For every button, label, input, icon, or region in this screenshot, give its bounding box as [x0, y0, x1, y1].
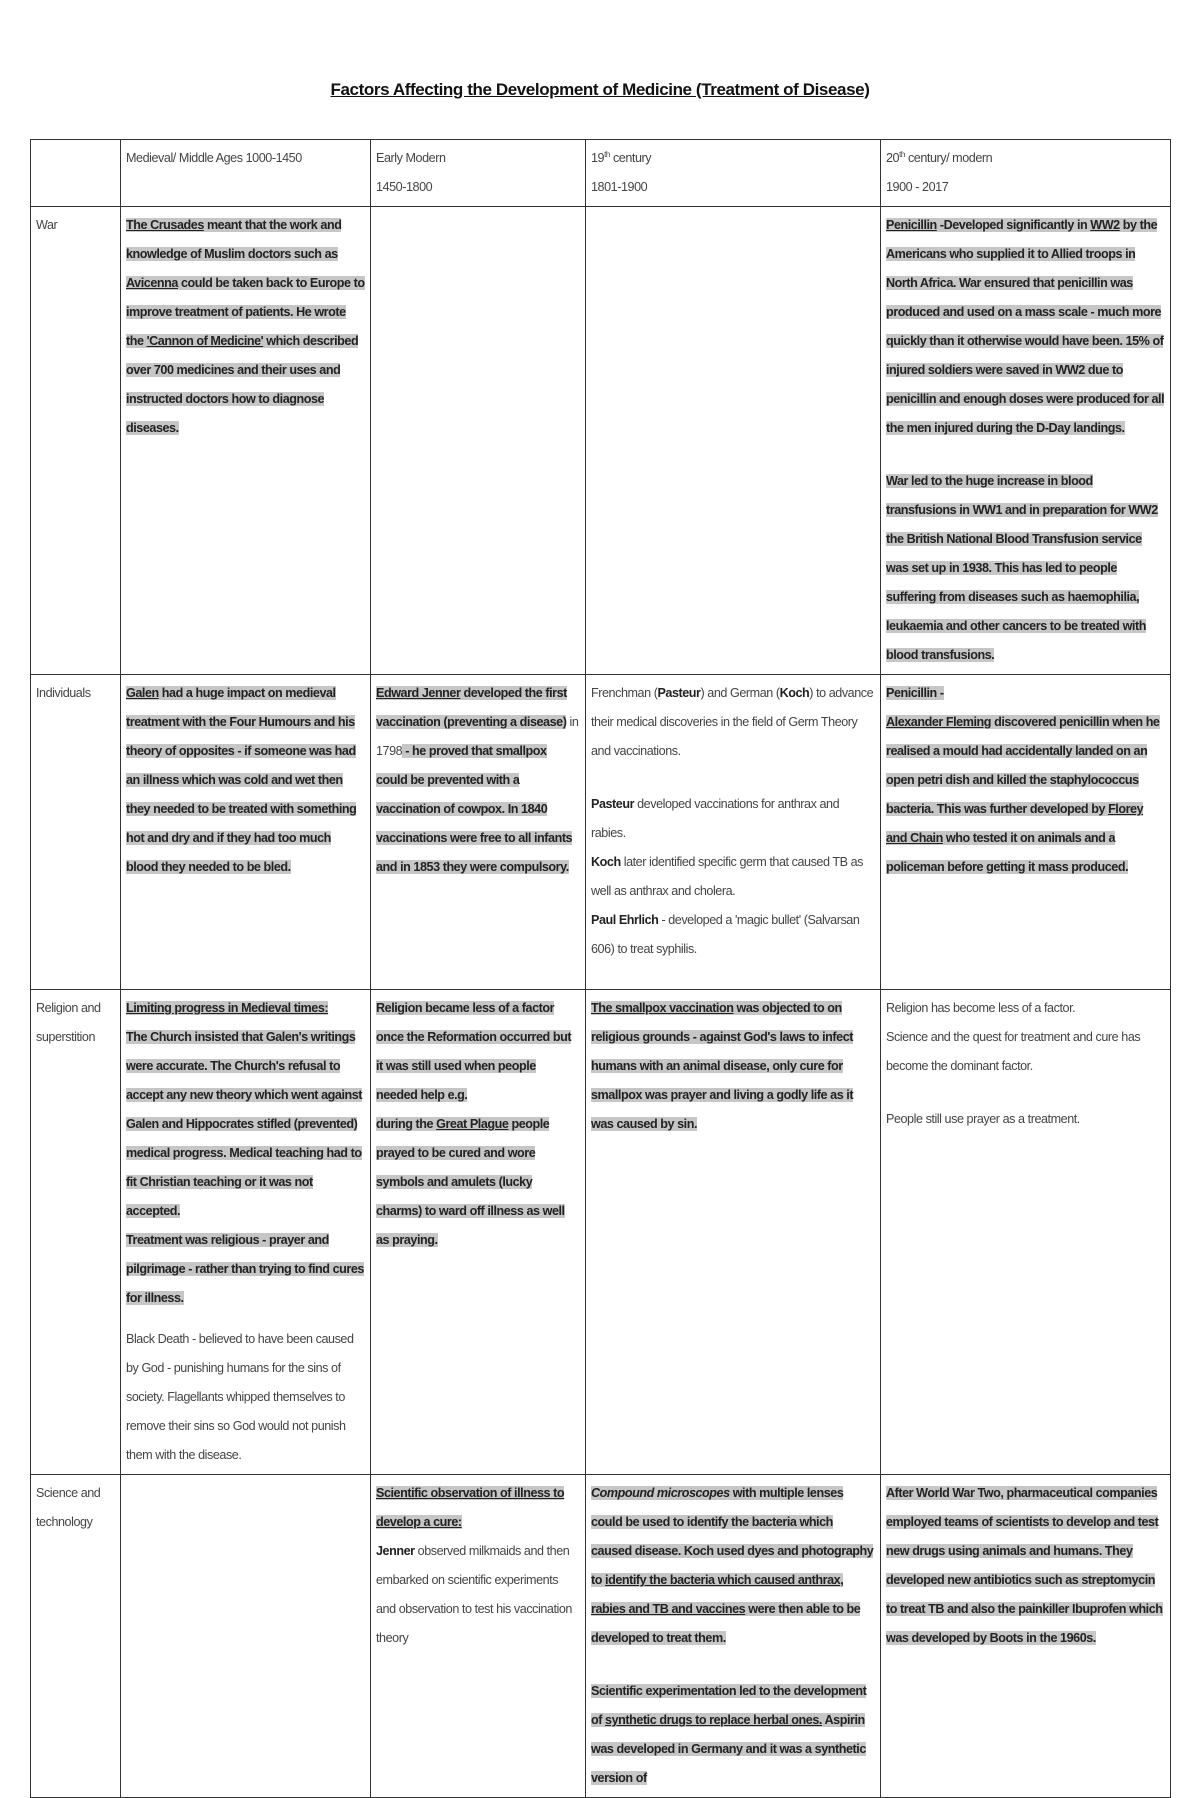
- edward-jenner-text: Edward Jenner: [376, 686, 461, 700]
- koch-text: Koch: [779, 686, 810, 700]
- pasteur-text: Pasteur: [657, 686, 701, 700]
- cell-science-medieval: [121, 1475, 371, 1798]
- penicillin-text: Penicillin: [886, 218, 937, 232]
- galen-text: Galen: [126, 686, 159, 700]
- science-early-t3: observed milkmaids and then embarked on scientific experiments and observation to test his vaccination theory: [376, 1544, 572, 1645]
- header-row: [31, 140, 1171, 207]
- header-20th-sup: th: [899, 149, 905, 159]
- war-modern-text-1b: -Developed significantly in: [936, 218, 1091, 232]
- cell-religion-early-modern: [371, 990, 586, 1475]
- religion-medieval-t2: The Church insisted that Galen's writings were accurate. The Church's refusal to accept any new theory which went against Galen and Hippocrates stifled (prevented) medical progress. Medical teaching had to fit Christian teaching or it was not accepted.: [126, 1030, 363, 1218]
- cell-individuals-early-modern: [371, 675, 586, 990]
- cell-individuals-modern: [881, 675, 1171, 990]
- row-religion: [31, 990, 1171, 1475]
- compound-microscopes-text: Compound microscopes: [591, 1486, 730, 1500]
- individuals-modern-t5: who tested it on animals and a policeman before getting it mass produced.: [886, 831, 1129, 874]
- individuals-19th-b4: later identified specific germ that caused TB as well as anthrax and cholera.: [591, 855, 864, 898]
- header-early-modern-years: 1450-1800: [376, 180, 433, 194]
- crusades-text: The Crusades: [126, 218, 204, 232]
- pasteur-label: Pasteur: [591, 797, 635, 811]
- header-medieval: [121, 140, 371, 207]
- koch-label: Koch: [591, 855, 621, 869]
- religion-medieval-t3: Treatment was religious - prayer and pilgrimage - rather than trying to find cures for illness.: [126, 1233, 364, 1305]
- row-label-war-text: War: [36, 218, 58, 232]
- smallpox-vaccination-text: The smallpox vaccination: [591, 1001, 734, 1015]
- individuals-early-text-2: developed the first vaccination (preventing a disease): [376, 686, 567, 729]
- war-medieval-text-6: which described over 700 medicines and their uses and instructed doctors how to diagnose diseases.: [126, 334, 359, 435]
- war-modern-paragraph-2: [886, 467, 1165, 670]
- row-label-religion: [31, 990, 121, 1475]
- cell-science-early-modern: [371, 1475, 586, 1798]
- header-20th-century: [881, 140, 1171, 207]
- factors-table: [30, 139, 1171, 1798]
- cell-war-19th: [586, 207, 881, 675]
- war-medieval-text-2: meant that the work and knowledge of Muslim doctors such as: [126, 218, 342, 261]
- science-modern-text: After World War Two, pharmaceutical companies employed teams of scientists to develop and test new drugs using animals and humans. They developed new antibiotics such as streptomycin to treat TB and also the painkiller Ibuprofen which was developed by Boots in the 1960s.: [886, 1486, 1163, 1645]
- limiting-progress-heading: Limiting progress in Medieval times:: [126, 1001, 329, 1015]
- row-label-individuals: [31, 675, 121, 990]
- header-19th-label: century: [609, 151, 652, 165]
- header-19th-number: 19: [591, 151, 605, 165]
- cell-individuals-medieval: [121, 675, 371, 990]
- row-war: [31, 207, 1171, 675]
- header-corner: [31, 140, 121, 207]
- header-20th-number: 20: [886, 151, 900, 165]
- row-label-individuals-text: Individuals: [36, 686, 91, 700]
- individuals-19th-a5: ) to advance their medical discoveries in the field of Germ Theory and vaccinations.: [591, 686, 874, 758]
- war-modern-text-1d: by the Americans who supplied it to Allied troops in North Africa. War ensured that penicillin was produced and used on a mass scale - much more quickly than it otherwise would have been. 15% of injured soldiers were saved in WW2 due to penicillin and enough doses were produced for all the men injured during the D-Day landings.: [886, 218, 1165, 435]
- science-19th-paragraph-2: [591, 1677, 875, 1793]
- individuals-19th-paragraph-2: [591, 790, 875, 964]
- cell-war-early-modern: [371, 207, 586, 675]
- religion-early-t1: Religion became less of a factor once the Reformation occurred but it was still used when people needed help e.g.: [376, 1001, 572, 1102]
- great-plague-text: Great Plague: [436, 1117, 509, 1131]
- jenner-label: Jenner: [376, 1544, 415, 1558]
- black-death-paragraph: Black Death - believed to have been caused by God - punishing humans for the sins of society. Flagellants whipped themselves to remove their sins so God would not punish them with the disease.: [126, 1332, 354, 1462]
- war-modern-paragraph-1: [886, 211, 1165, 443]
- header-19th-century: [586, 140, 881, 207]
- header-early-modern-label: Early Modern: [376, 151, 446, 165]
- synthetic-drugs-text: synthetic drugs to replace herbal ones.: [605, 1713, 822, 1727]
- cell-religion-19th: [586, 990, 881, 1475]
- row-label-war: [31, 207, 121, 675]
- cannon-of-medicine-text: 'Cannon of Medicine': [146, 334, 264, 348]
- paul-ehrlich-label: Paul Ehrlich: [591, 913, 659, 927]
- cell-war-medieval: [121, 207, 371, 675]
- ww2-text: WW2: [1090, 218, 1120, 232]
- row-label-science-text: Science and technology: [36, 1486, 101, 1529]
- row-label-science: [31, 1475, 121, 1798]
- cell-religion-medieval: [121, 990, 371, 1475]
- individuals-19th-paragraph-1: [591, 679, 875, 766]
- science-19th-b1: Scientific experimentation led to the development of: [591, 1684, 867, 1727]
- religion-modern-t3: People still use prayer as a treatment.: [886, 1112, 1080, 1126]
- alexander-fleming-text: Alexander Fleming: [886, 715, 992, 729]
- header-medieval-label: Medieval/ Middle Ages 1000-1450: [126, 151, 302, 165]
- penicillin-heading: Penicillin -: [886, 686, 944, 700]
- document-title: Factors Affecting the Development of Medicine (Treatment of Disease): [330, 80, 870, 99]
- science-19th-paragraph-1: [591, 1479, 875, 1653]
- cell-science-19th: [586, 1475, 881, 1798]
- individuals-19th-b6: - developed a 'magic bullet' (Salvarsan 606) to treat syphilis.: [591, 913, 860, 956]
- individuals-modern-t3: discovered penicillin when he realised a mould had accidentally landed on an open petri dish and killed the staphylococcus bacteria. This was further developed by: [886, 715, 1160, 816]
- identify-bacteria-text: identify the bacteria which caused anthrax, rabies and TB and vaccines: [591, 1573, 844, 1616]
- individuals-19th-a3: ) and German (: [700, 686, 780, 700]
- religion-early-t4: people prayed to be cured and wore symbols and amulets (lucky charms) to ward off illness as well as praying.: [376, 1117, 565, 1247]
- religion-medieval-highlighted: [126, 994, 365, 1313]
- cell-science-modern: [881, 1475, 1171, 1798]
- row-label-religion-text: Religion and superstition: [36, 1001, 101, 1044]
- header-early-modern: [371, 140, 586, 207]
- header-20th-years: 1900 - 2017: [886, 180, 949, 194]
- religion-early-t2: during the: [376, 1117, 437, 1131]
- row-individuals: [31, 675, 1171, 990]
- cell-religion-modern: [881, 990, 1171, 1475]
- individuals-19th-a1: Frenchman (: [591, 686, 658, 700]
- war-medieval-text-4: could be taken back to Europe to improve treatment of patients. He wrote the: [126, 276, 365, 348]
- row-science: [31, 1475, 1171, 1798]
- scientific-observation-heading: Scientific observation of illness to develop a cure:: [376, 1486, 565, 1529]
- science-19th-a2: with multiple lenses could be used to identify the bacteria which caused disease. Koch used dyes and photography to: [591, 1486, 874, 1587]
- blood-transfusion-text: War led to the huge increase in blood transfusions in WW1 and in preparation for WW2 the British National Blood Transfusion service was set up in 1938. This has led to people suffering from diseases such as haemophilia, leukaemia and other cancers to be treated with blood transfusions.: [886, 474, 1158, 662]
- cell-war-modern: [881, 207, 1171, 675]
- religion-modern-t2: Science and the quest for treatment and cure has become the dominant factor.: [886, 1030, 1141, 1073]
- header-19th-years: 1801-1900: [591, 180, 648, 194]
- science-19th-a4: were then able to be developed to treat them.: [591, 1602, 861, 1645]
- florey-chain-text: Florey and Chain: [886, 802, 1144, 845]
- header-19th-sup: th: [604, 149, 610, 159]
- individuals-19th-b2: developed vaccinations for anthrax and rabies.: [591, 797, 840, 840]
- religion-19th-t2: was objected to on religious grounds - against God's laws to infect humans with an animal disease, only cure for smallpox was prayer and living a godly life as it was caused by sin.: [591, 1001, 854, 1131]
- cell-individuals-19th: [586, 675, 881, 990]
- individuals-early-text-4: - he proved that smallpox could be prevented with a vaccination of cowpox. In 1840 vaccinations were free to all infants and in 1853 they were compulsory.: [376, 744, 573, 874]
- religion-modern-t1: Religion has become less of a factor.: [886, 1001, 1076, 1015]
- header-20th-label: century/ modern: [904, 151, 993, 165]
- avicenna-text: Avicenna: [126, 276, 178, 290]
- science-19th-b3: Aspirin was developed in Germany and it was a synthetic version of: [591, 1713, 866, 1785]
- individuals-early-text-3: in 1798: [376, 715, 579, 758]
- individuals-medieval-text-2: had a huge impact on medieval treatment with the Four Humours and his theory of opposites - if someone was had an illness which was cold and wet then they needed to be treated with something hot and dry and if they had too much blood they needed to be bled.: [126, 686, 357, 874]
